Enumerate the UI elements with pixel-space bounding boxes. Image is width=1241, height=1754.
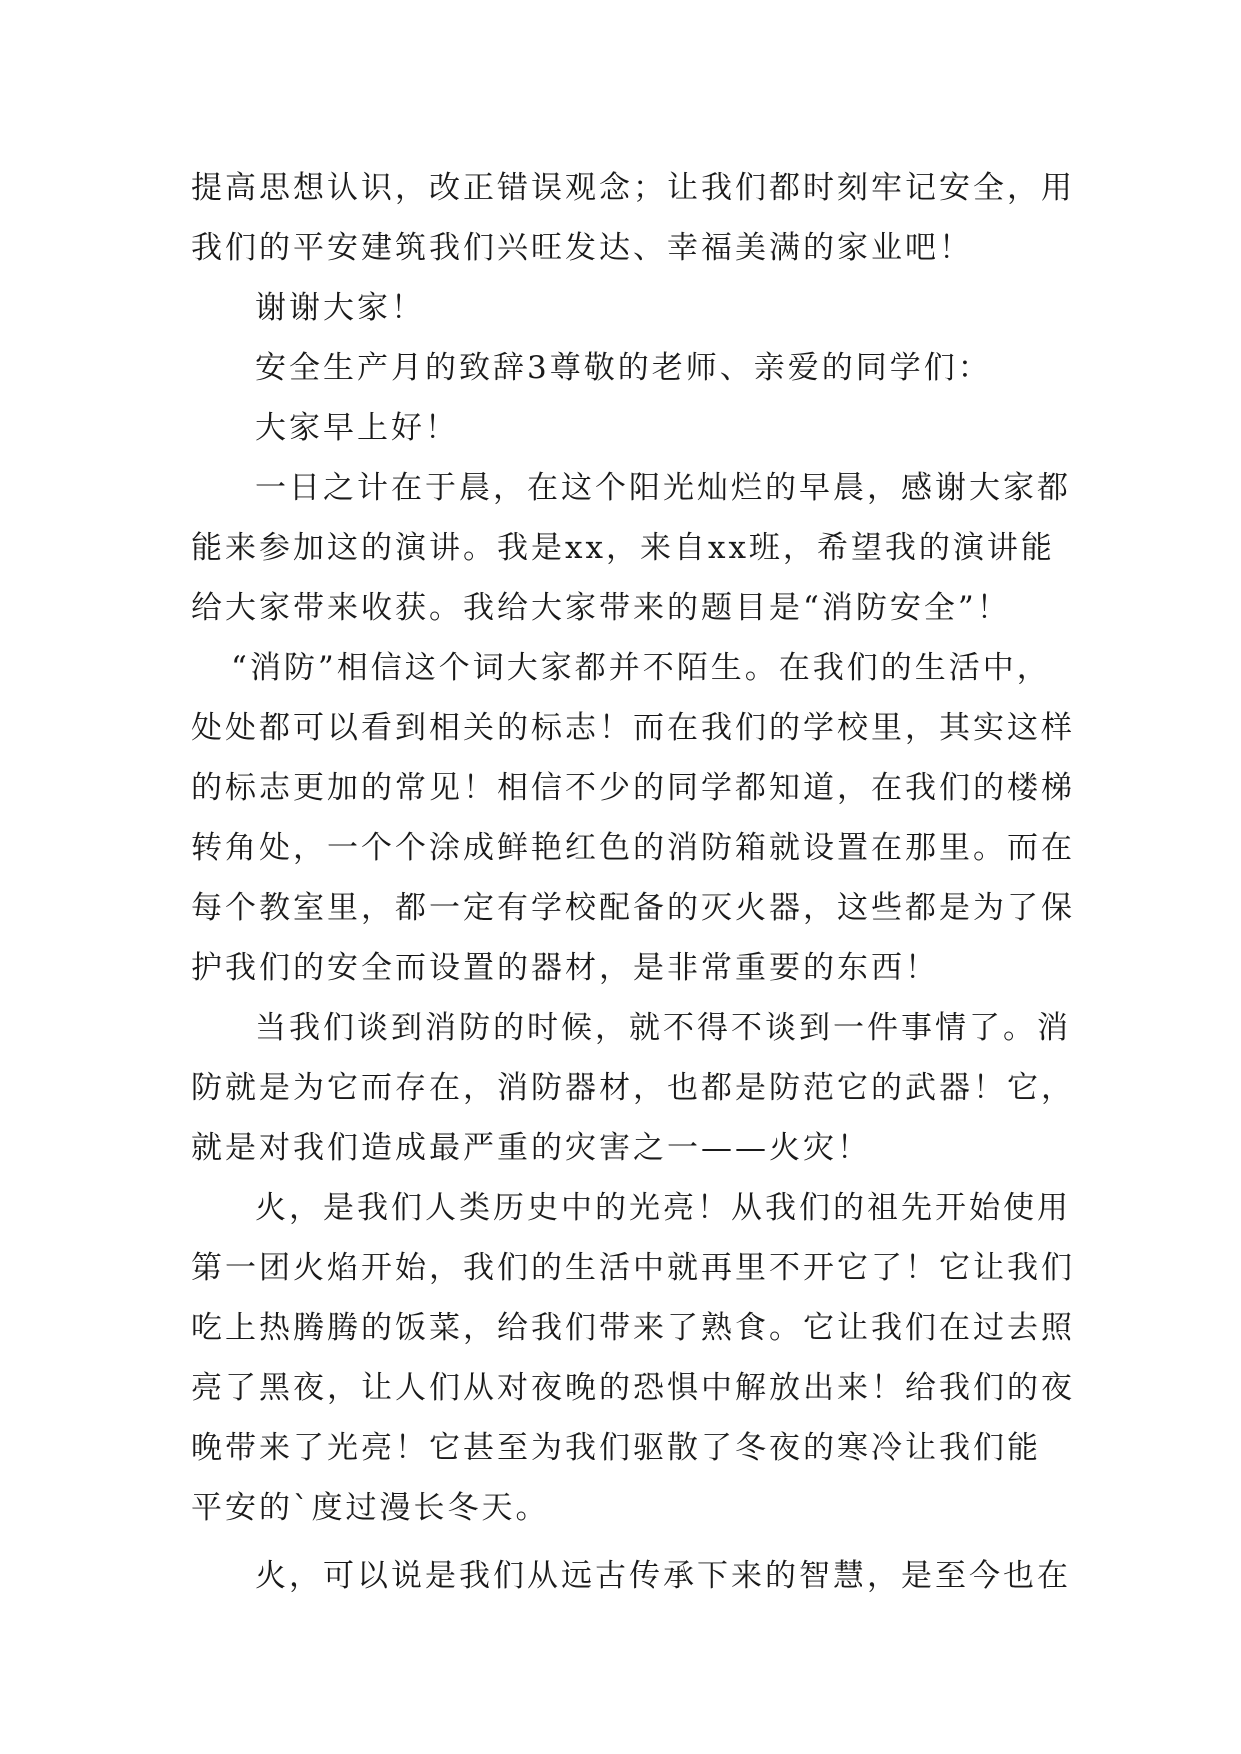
text-line: “消防”相信这个词大家都并不陌生。在我们的生活中， (231, 650, 1051, 686)
text-line: 一日之计在于晨，在这个阳光灿烂的早晨，感谢大家都 (255, 470, 1071, 506)
text-line: 第一团火焰开始，我们的生活中就再里不开它了！它让我们 (191, 1250, 1075, 1286)
text-line: 火，是我们人类历史中的光亮！从我们的祖先开始使用 (255, 1190, 1071, 1226)
text-line: 当我们谈到消防的时候，就不得不谈到一件事情了。消 (255, 1010, 1071, 1046)
text-line: 转角处，一个个涂成鲜艳红色的消防箱就设置在那里。而在 (191, 830, 1075, 866)
text-line: 的标志更加的常见！相信不少的同学都知道，在我们的楼梯 (191, 770, 1075, 806)
text-line: 防就是为它而存在，消防器材，也都是防范它的武器！它， (191, 1070, 1075, 1106)
text-line: 能来参加这的演讲。我是xx，来自xx班，希望我的演讲能 (191, 530, 1055, 566)
text-line: 每个教室里，都一定有学校配备的灭火器，这些都是为了保 (191, 890, 1075, 926)
text-line: 谢谢大家！ (255, 290, 425, 326)
text-line: 就是对我们造成最严重的灾害之一——火灾！ (191, 1130, 871, 1166)
text-line: 提高思想认识，改正错误观念；让我们都时刻牢记安全，用 (191, 170, 1075, 206)
text-line: 吃上热腾腾的饭菜，给我们带来了熟食。它让我们在过去照 (191, 1310, 1075, 1346)
text-line: 处处都可以看到相关的标志！而在我们的学校里，其实这样 (191, 710, 1075, 746)
text-line: 大家早上好！ (255, 410, 459, 446)
text-line: 护我们的安全而设置的器材，是非常重要的东西！ (191, 950, 939, 986)
text-line: 晚带来了光亮！它甚至为我们驱散了冬夜的寒冷让我们能 (191, 1430, 1041, 1466)
document-body (191, 158, 1075, 1606)
text-line: 给大家带来收获。我给大家带来的题目是“消防安全”！ (191, 590, 1011, 626)
text-line: 安全生产月的致辞3尊敬的老师、亲爱的同学们： (255, 350, 992, 386)
text-line: 亮了黑夜，让人们从对夜晚的恐惧中解放出来！给我们的夜 (191, 1370, 1075, 1406)
text-line: 平安的`度过漫长冬天。 (191, 1490, 550, 1526)
text-line: 我们的平安建筑我们兴旺发达、幸福美满的家业吧！ (191, 230, 973, 266)
text-line: 火，可以说是我们从远古传承下来的智慧，是至今也在 (255, 1558, 1071, 1594)
